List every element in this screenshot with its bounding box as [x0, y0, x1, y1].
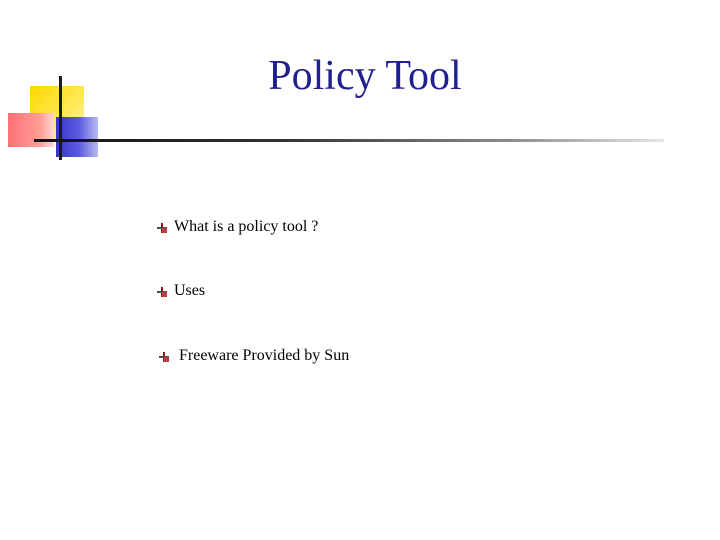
- slide-title: Policy Tool: [268, 53, 462, 99]
- bullet-text: What is a policy tool ?: [174, 218, 319, 235]
- bullet-text: Uses: [174, 282, 206, 299]
- bullet-item: [156, 282, 205, 300]
- bullet-item: [158, 347, 349, 365]
- bullet-mark-icon: [156, 285, 168, 297]
- bullet-item: [156, 218, 318, 236]
- bullet-mark-icon: [158, 350, 170, 362]
- title-underline: [34, 139, 664, 142]
- bullet-mark-icon: [156, 221, 168, 233]
- blue-square-decoration: [56, 117, 98, 157]
- bullet-text: Freeware Provided by Sun: [179, 347, 350, 364]
- vertical-divider-line: [59, 76, 62, 160]
